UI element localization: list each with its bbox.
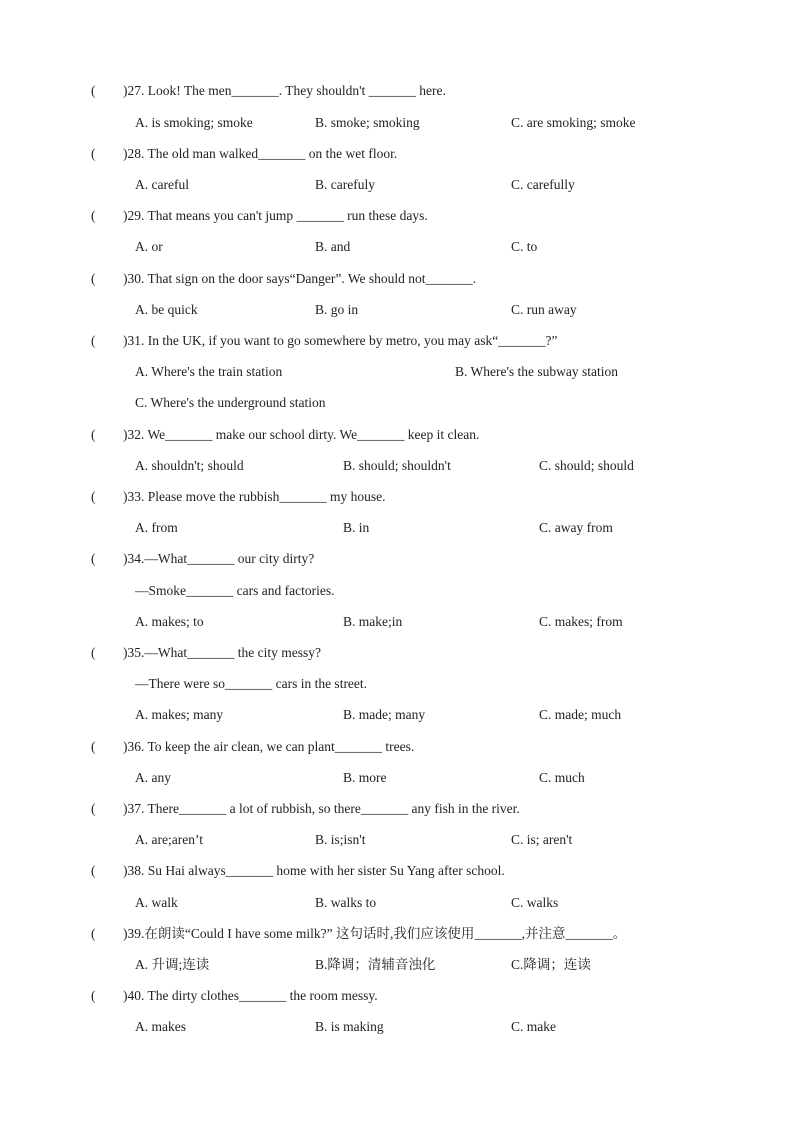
option-a: A. be quick — [135, 302, 198, 317]
question-37: )37. There_______ a lot of rubbish, so there_______ any fish in the river. — [123, 801, 520, 816]
question-28: )28. The old man walked_______ on the wet floor. — [123, 146, 398, 161]
option-b: B. in — [343, 520, 370, 535]
dialogue-reply: —Smoke_______ cars and factories. — [135, 583, 335, 598]
option-a: A. is smoking; smoke — [135, 115, 253, 130]
option-a: A. makes — [135, 1019, 186, 1034]
question-30: )30. That sign on the door says“Danger”. We should not_______. — [123, 271, 477, 286]
answer-paren: ( — [91, 489, 96, 504]
dialogue-reply: —There were so_______ cars in the street. — [135, 676, 368, 691]
answer-paren: ( — [91, 333, 96, 348]
question-39: )39.在朗读“Could I have some milk?” 这句话时,我们应该使用_______,并注意_______。 — [123, 926, 627, 941]
option-c: C. away from — [539, 520, 613, 535]
option-a: A. from — [135, 520, 178, 535]
option-c: C.降调；连读 — [511, 957, 591, 972]
option-b: B. should; shouldn't — [343, 458, 451, 473]
option-a: A. careful — [135, 177, 189, 192]
option-a: A. Where's the train station — [135, 364, 283, 379]
option-c: C. run away — [511, 302, 577, 317]
option-b: B. carefuly — [315, 177, 375, 192]
option-c: C. Where's the underground station — [135, 395, 326, 410]
answer-paren: ( — [91, 146, 96, 161]
option-b: B. make;in — [343, 614, 403, 629]
option-b: B. walks to — [315, 895, 377, 910]
option-c: C. are smoking; smoke — [511, 115, 636, 130]
option-c: C. made; much — [539, 707, 622, 722]
option-c: C. is; aren't — [511, 832, 573, 847]
answer-paren: ( — [91, 271, 96, 286]
answer-paren: ( — [91, 551, 96, 566]
question-35: )35.—What_______ the city messy? — [123, 645, 321, 660]
option-a: A. or — [135, 239, 163, 254]
answer-paren: ( — [91, 645, 96, 660]
option-b: B.降调；清辅音浊化 — [315, 957, 436, 972]
answer-paren: ( — [91, 926, 96, 941]
option-b: B. is making — [315, 1019, 384, 1034]
answer-paren: ( — [91, 208, 96, 223]
answer-paren: ( — [91, 739, 96, 754]
question-36: )36. To keep the air clean, we can plant_______ trees. — [123, 739, 415, 754]
option-a: A. makes; to — [135, 614, 204, 629]
question-31: )31. In the UK, if you want to go somewhere by metro, you may ask“_______?” — [123, 333, 558, 348]
answer-paren: ( — [91, 801, 96, 816]
option-b: B. and — [315, 239, 351, 254]
question-40: )40. The dirty clothes_______ the room messy. — [123, 988, 378, 1003]
option-c: C. to — [511, 239, 538, 254]
option-a: A. walk — [135, 895, 178, 910]
option-a: A. 升调;连读 — [135, 957, 210, 972]
answer-paren: ( — [91, 83, 96, 98]
answer-paren: ( — [91, 988, 96, 1003]
option-a: A. any — [135, 770, 171, 785]
option-c: C. much — [539, 770, 585, 785]
option-c: C. make — [511, 1019, 556, 1034]
option-a: A. makes; many — [135, 707, 224, 722]
option-c: C. walks — [511, 895, 559, 910]
answer-paren: ( — [91, 863, 96, 878]
option-b: B. more — [343, 770, 387, 785]
question-32: )32. We_______ make our school dirty. We_______ keep it clean. — [123, 427, 480, 442]
option-c: C. should; should — [539, 458, 634, 473]
question-38: )38. Su Hai always_______ home with her sister Su Yang after school. — [123, 863, 505, 878]
option-a: A. shouldn't; should — [135, 458, 244, 473]
question-27: )27. Look! The men_______. They shouldn't _______ here. — [123, 83, 446, 98]
option-b: B. is;isn't — [315, 832, 366, 847]
question-33: )33. Please move the rubbish_______ my house. — [123, 489, 386, 504]
option-b: B. go in — [315, 302, 359, 317]
option-c: C. makes; from — [539, 614, 623, 629]
option-b: B. Where's the subway station — [455, 364, 619, 379]
answer-paren: ( — [91, 427, 96, 442]
option-c: C. carefully — [511, 177, 575, 192]
question-34: )34.—What_______ our city dirty? — [123, 551, 315, 566]
question-29: )29. That means you can't jump _______ run these days. — [123, 208, 428, 223]
option-b: B. smoke; smoking — [315, 115, 420, 130]
option-a: A. are;aren’t — [135, 832, 203, 847]
option-b: B. made; many — [343, 707, 426, 722]
